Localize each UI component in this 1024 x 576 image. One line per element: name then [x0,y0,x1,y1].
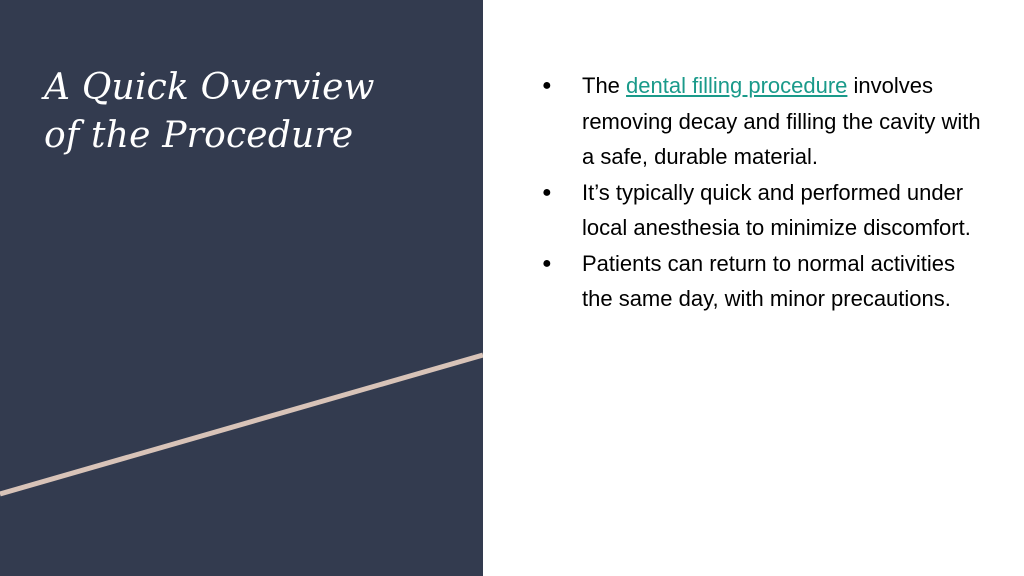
bullet-point-icon: ● [542,254,552,272]
slide-title-line-1: A Quick Overview [44,67,375,108]
bullet-1-text-after-link: involves removing decay and filling the cavity with a safe, durable material. [582,73,981,169]
bullet-list [540,68,990,317]
bullet-item-1 [540,68,990,175]
bullet-point-icon: ● [542,183,552,201]
bullet-item-3 [540,246,990,317]
bullet-3-text: Patients can return to normal activities the same day, with minor precautions. [582,250,955,311]
slide-title [44,64,464,160]
title-panel [0,0,483,576]
bullet-1-text-before-link: The [582,73,627,98]
bullet-item-2 [540,175,990,246]
bullet-2-text: It’s typically quick and performed under local anesthesia to minimize discomfort. [582,179,971,240]
dental-filling-procedure-link[interactable]: dental filling procedure [626,73,848,98]
slide-title-line-2: of the Procedure [44,115,354,156]
bullet-point-icon: ● [542,77,552,94]
